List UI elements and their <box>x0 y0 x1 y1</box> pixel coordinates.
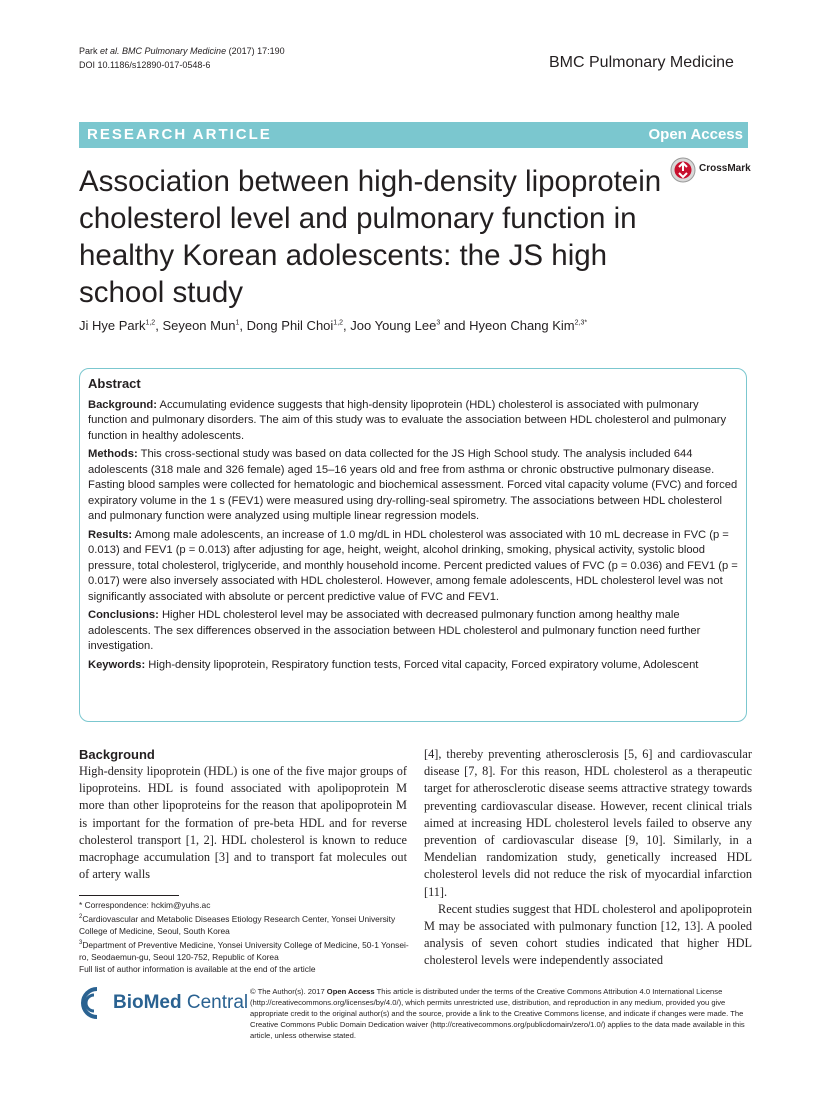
abstract-conclusions-text: Higher HDL cholesterol level may be associated with decreased pulmonary function among healthy male adolescents. The sex differences observed in the association between HDL cholesterol and pulmonary function need further investigation. <box>88 609 701 652</box>
article-type-label: RESEARCH ARTICLE <box>87 126 272 143</box>
affiliation-3 <box>79 937 409 963</box>
author-name[interactable]: Seyeon Mun <box>162 318 236 333</box>
license-open-access: Open Access <box>326 987 375 996</box>
affiliation-number: 2 <box>79 914 83 920</box>
abstract-heading: Abstract <box>88 376 141 391</box>
citation-line <box>79 44 285 58</box>
author-separator: and <box>440 318 470 333</box>
citation-block <box>79 44 285 72</box>
author-info-note: Full list of author information is available at the end of the article <box>79 963 316 974</box>
license-text <box>250 986 750 1041</box>
abstract-conclusions-label: Conclusions: <box>88 609 159 621</box>
author-name[interactable]: Dong Phil Choi <box>246 318 334 333</box>
abstract-methods-text: This cross-sectional study was based on data collected for the JS High School study. The analysis included 644 adolescents (318 male and 326 female) aged 15–16 years old and free from asthma or chronic obstructive pulmonary disease. Fasting blood samples were collected for hematologic and biochemical assessment. Forced vital capacity volume (FVC) and forced expiratory volume in the 1 s (FEV1) were measured using dry-rolling-seal spirometry. The associations between HDL cholesterol and pulmonary function were analyzed using multiple linear regression models. <box>88 448 738 522</box>
abstract-results-label: Results: <box>88 528 133 541</box>
abstract-keywords-text: High-density lipoprotein, Respiratory function tests, Forced vital capacity, Forced expiratory volume, Adolescent <box>145 658 699 671</box>
abstract-keywords-label: Keywords: <box>88 658 146 671</box>
author-name[interactable]: Joo Young Lee <box>350 318 437 333</box>
doi: DOI 10.1186/s12890-017-0548-6 <box>79 60 211 70</box>
body-paragraph: [4], thereby preventing atherosclerosis [5, 6] and cardiovascular disease [7, 8]. For this reason, HDL cholesterol as a therapeutic target for atherosclerotic disease seems attractive strategy towards preventing cardiovascular disease. However, recent clinical trials aimed at increasing HDL cholesterol levels failed to observe any prevention of cardiovascular disease [9, 10]. Similarly, in a Mendelian randomization study, genetically increased HDL cholesterol levels did not reduce the risk of myocardial infarction [11]. <box>424 747 752 899</box>
abstract <box>88 376 740 676</box>
author-separator: , <box>155 318 163 333</box>
abstract-background-text: Accumulating evidence suggests that high-density lipoprotein (HDL) cholesterol is associated with pulmonary function and pulmonary disorders. The aim of this study was to evaluate the association between HDL cholesterol and pulmonary function in healthy adolescents. <box>88 398 727 442</box>
license-prefix: © The Author(s). 2017 <box>250 987 327 996</box>
body-paragraph: High-density lipoprotein (HDL) is one of the five major groups of lipoproteins. HDL is found associated with apolipoprotein M more than other lipoproteins for the reason that apolipoprotein M is important for the formation of pre-beta HDL and for reverse cholesterol transport [1, 2]. HDL cholesterol is known to reduce macrophage accumulation [3] and to transport fat molecules out of artery walls <box>79 764 407 882</box>
author-name[interactable]: Ji Hye Park <box>79 318 146 333</box>
author-name[interactable]: Hyeon Chang Kim <box>469 318 575 333</box>
bmc-bold: BioMed <box>113 992 182 1013</box>
biomed-central-logo[interactable] <box>79 986 249 1022</box>
section-heading-background: Background <box>79 747 155 762</box>
affiliation-text: Cardiovascular and Metabolic Diseases Etiology Research Center, Yonsei University College of Medicine, Seoul, South Korea <box>79 913 396 936</box>
affiliation-2 <box>79 911 409 937</box>
author-separator: , <box>239 318 247 333</box>
citation-journal: BMC Pulmonary Medicine <box>119 46 227 56</box>
license-body: This article is distributed under the terms of the Creative Commons Attribution 4.0 International License (http://creativecommons.org/licenses/by/4.0/), which permits unrestricted use, distribution, and reproduction in any medium, provided you give appropriate credit to the original author(s) and the source, provide a link to the Creative Commons license, and indicate if changes were made. The Creative Commons Public Domain Dedication waiver (http://creativecommons.org/publicdomain/zero/1.0/) applies to the data made available in this article, unless otherwise stated. <box>250 987 745 1040</box>
footnote-divider <box>79 895 179 896</box>
article-title: Association between high-density lipoprotein cholesterol level and pulmonary function in healthy Korean adolescents: the JS high school study <box>79 165 662 309</box>
affiliation-number: 3 <box>79 939 83 946</box>
bmc-light: Central <box>181 992 249 1013</box>
body-column-right <box>424 746 752 970</box>
abstract-methods <box>88 447 740 525</box>
abstract-results <box>88 528 740 606</box>
abstract-results-text: Among male adolescents, an increase of 1.0 mg/dL in HDL cholesterol was associated with 10 mL decrease in FVC (p = 0.013) and FEV1 (p = 0.013) after adjusting for age, height, weight, alcohol drinking, smoking, physical activity, systolic blood pressure, total cholesterol, triglyceride, and monthly household income. Percent predicted values of FVC (p = 0.036) and FEV1 (p = 0.017) were also inversely associated with HDL cholesterol. However, among female adolescents, HDL cholesterol level was not significantly associated with absolute or percent predictive value of FVC and FEV1. <box>88 528 738 603</box>
correspondence[interactable]: * Correspondence: hckim@yuhs.ac <box>79 900 211 910</box>
footnotes <box>79 899 409 975</box>
abstract-background <box>88 398 740 445</box>
author-list <box>79 318 587 333</box>
open-access-label: Open Access <box>648 126 743 143</box>
affiliation-text: Department of Preventive Medicine, Yonsei University College of Medicine, 50-1 Yonsei-ro, Seodaemun-gu, Seoul 120-752, Republic of Korea <box>79 939 409 962</box>
crossmark-badge[interactable] <box>670 155 750 185</box>
abstract-conclusions <box>88 608 740 655</box>
biomed-central-icon <box>79 986 109 1020</box>
body-column-left <box>79 746 407 883</box>
biomed-central-wordmark <box>113 992 248 1014</box>
abstract-methods-label: Methods: <box>88 448 138 460</box>
author-affiliation: 2,3* <box>574 319 588 327</box>
crossmark-label: CrossMark <box>699 163 751 174</box>
citation-authors: Park <box>79 46 101 56</box>
citation-etal: et al. <box>100 46 120 56</box>
author-affiliation: 1,2 <box>145 319 156 327</box>
author-affiliation: 1,2 <box>333 319 344 327</box>
journal-name: BMC Pulmonary Medicine <box>549 54 734 71</box>
author-separator: , <box>343 318 351 333</box>
author-affiliation: 1 <box>235 319 240 327</box>
citation-volume: (2017) 17:190 <box>226 46 285 56</box>
abstract-background-label: Background: <box>88 398 157 411</box>
body-paragraph: Recent studies suggest that HDL cholesterol and apolipoprotein M may be associated with pulmonary function [12, 13]. A pooled analysis of seven cohort studies indicated that higher HDL cholesterol levels were independently associated <box>424 901 752 968</box>
author-affiliation: 3 <box>436 319 441 327</box>
abstract-keywords <box>88 658 740 674</box>
